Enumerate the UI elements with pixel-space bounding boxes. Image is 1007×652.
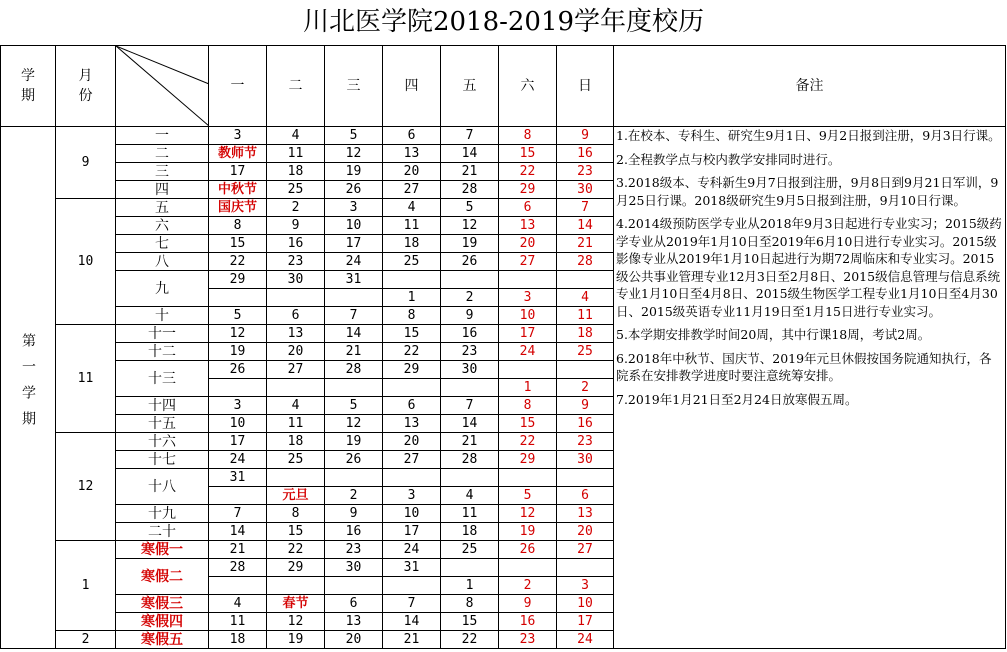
day-cell (209, 379, 267, 397)
day-cell: 19 (267, 631, 325, 649)
day-cell: 10 (557, 595, 614, 613)
day-cell: 18 (209, 631, 267, 649)
day-cell: 30 (325, 559, 383, 577)
day-cell: 6 (325, 595, 383, 613)
day-cell: 17 (209, 433, 267, 451)
day-cell: 17 (557, 613, 614, 631)
day-cell: 春节 (267, 595, 325, 613)
day-cell: 5 (209, 307, 267, 325)
day-cell: 14 (441, 415, 499, 433)
day-cell: 12 (267, 613, 325, 631)
note-item: 5.本学期安排教学时间20周，其中行课18周，考试2周。 (616, 327, 931, 342)
day-cell: 14 (441, 145, 499, 163)
note-item: 4.2014级预防医学专业从2018年9月3日起进行专业实习；2015级药学专业从2019年1月10日至2019年6月10日进行专业实习。2015级影像专业从2019年1月10日起进行为期72周临床和专业实习。2015级公共事业管理专业12月3日至2月8日、2015级信息管理与信息系统专业1月10日至4月8日、2015级生物医学工程专业1月10日至4月30日、2015级英语专业11月19日至1月15日进行专业实习。 (616, 216, 1002, 319)
day-cell: 20 (383, 433, 441, 451)
day-cell: 18 (267, 163, 325, 181)
day-cell (557, 559, 614, 577)
day-cell: 22 (267, 541, 325, 559)
day-cell: 28 (325, 361, 383, 379)
day-cell: 2 (499, 577, 557, 595)
day-cell: 5 (499, 487, 557, 505)
day-cell: 26 (325, 451, 383, 469)
day-cell: 9 (499, 595, 557, 613)
week-label: 寒假五 (116, 631, 209, 649)
day-cell: 30 (267, 271, 325, 289)
day-cell: 11 (441, 505, 499, 523)
day-cell: 20 (557, 523, 614, 541)
day-cell: 29 (499, 181, 557, 199)
day-cell: 13 (557, 505, 614, 523)
day-cell: 7 (325, 307, 383, 325)
day-cell: 24 (383, 541, 441, 559)
day-cell: 15 (499, 415, 557, 433)
day-cell: 4 (267, 397, 325, 415)
day-cell: 22 (499, 163, 557, 181)
note-item: 7.2019年1月21日至2月24日放寒假五周。 (616, 391, 858, 407)
day-cell: 18 (441, 523, 499, 541)
day-cell: 26 (441, 253, 499, 271)
day-cell: 11 (383, 217, 441, 235)
day-cell: 3 (209, 127, 267, 145)
day-cell: 20 (325, 631, 383, 649)
week-label: 六 (116, 217, 209, 235)
day-cell: 15 (441, 613, 499, 631)
day-cell: 16 (557, 415, 614, 433)
weekday-header: 三 (325, 46, 383, 127)
day-cell: 24 (325, 253, 383, 271)
day-cell: 22 (441, 631, 499, 649)
day-cell: 6 (383, 127, 441, 145)
day-cell: 12 (499, 505, 557, 523)
day-cell: 24 (499, 343, 557, 361)
day-cell: 23 (557, 433, 614, 451)
day-cell: 8 (383, 307, 441, 325)
day-cell: 30 (557, 181, 614, 199)
day-cell: 24 (557, 631, 614, 649)
day-cell: 20 (499, 235, 557, 253)
day-cell: 8 (499, 127, 557, 145)
day-cell (383, 469, 441, 487)
day-cell: 26 (325, 181, 383, 199)
day-cell: 16 (499, 613, 557, 631)
week-label: 十二 (116, 343, 209, 361)
day-cell: 3 (325, 199, 383, 217)
day-cell: 中秋节 (209, 181, 267, 199)
day-cell: 26 (209, 361, 267, 379)
day-cell: 国庆节 (209, 199, 267, 217)
day-cell: 2 (441, 289, 499, 307)
weekday-header: 四 (383, 46, 441, 127)
day-cell: 11 (267, 415, 325, 433)
day-cell: 6 (499, 199, 557, 217)
day-cell: 4 (209, 595, 267, 613)
day-cell (499, 361, 557, 379)
diagonal-lines (116, 46, 209, 126)
weekday-header: 日 (557, 46, 614, 127)
day-cell: 7 (441, 127, 499, 145)
week-label: 寒假一 (116, 541, 209, 559)
day-cell: 3 (557, 577, 614, 595)
weekday-header: 二 (267, 46, 325, 127)
day-cell (209, 487, 267, 505)
day-cell: 8 (441, 595, 499, 613)
day-cell: 7 (557, 199, 614, 217)
week-label: 三 (116, 163, 209, 181)
day-cell: 3 (209, 397, 267, 415)
day-cell: 25 (267, 181, 325, 199)
semester-header (1, 46, 56, 127)
day-cell: 17 (383, 523, 441, 541)
day-cell: 26 (499, 541, 557, 559)
day-cell: 11 (209, 613, 267, 631)
day-cell: 6 (557, 487, 614, 505)
day-cell: 14 (209, 523, 267, 541)
month-cell: 2 (56, 631, 116, 649)
day-cell: 10 (499, 307, 557, 325)
day-cell (499, 559, 557, 577)
day-cell: 23 (557, 163, 614, 181)
day-cell: 2 (267, 199, 325, 217)
day-cell (267, 577, 325, 595)
month-cell: 10 (56, 199, 116, 325)
day-cell: 21 (441, 163, 499, 181)
day-cell: 7 (209, 505, 267, 523)
day-cell: 25 (383, 253, 441, 271)
day-cell (325, 469, 383, 487)
day-cell: 8 (209, 217, 267, 235)
day-cell: 11 (267, 145, 325, 163)
day-cell: 10 (383, 505, 441, 523)
day-cell: 22 (383, 343, 441, 361)
day-cell: 5 (325, 127, 383, 145)
weekday-header: 五 (441, 46, 499, 127)
day-cell: 15 (499, 145, 557, 163)
day-cell: 14 (325, 325, 383, 343)
day-cell: 27 (267, 361, 325, 379)
day-cell: 21 (209, 541, 267, 559)
day-cell: 10 (209, 415, 267, 433)
day-cell: 12 (325, 415, 383, 433)
day-cell: 7 (383, 595, 441, 613)
week-label: 寒假四 (116, 613, 209, 631)
weekday-header: 六 (499, 46, 557, 127)
day-cell: 13 (325, 613, 383, 631)
semester-header-label: 学期 (21, 68, 35, 104)
note-item: 1.在校本、专科生、研究生9月1日、9月2日报到注册，9月3日行课。 (616, 128, 1001, 143)
day-cell (209, 577, 267, 595)
day-cell: 11 (557, 307, 614, 325)
week-label: 十八 (116, 469, 209, 505)
day-cell: 28 (557, 253, 614, 271)
notes-header: 备注 (614, 46, 1006, 127)
week-label: 十六 (116, 433, 209, 451)
day-cell: 21 (383, 631, 441, 649)
day-cell: 2 (325, 487, 383, 505)
day-cell (267, 379, 325, 397)
diagonal-header-cell (116, 46, 209, 127)
day-cell: 4 (441, 487, 499, 505)
day-cell: 25 (557, 343, 614, 361)
week-label: 十九 (116, 505, 209, 523)
day-cell: 10 (325, 217, 383, 235)
day-cell: 14 (557, 217, 614, 235)
week-label: 五 (116, 199, 209, 217)
day-cell (441, 469, 499, 487)
day-cell: 23 (441, 343, 499, 361)
day-cell: 29 (267, 559, 325, 577)
day-cell: 9 (267, 217, 325, 235)
day-cell: 27 (499, 253, 557, 271)
day-cell (499, 469, 557, 487)
day-cell: 3 (499, 289, 557, 307)
day-cell: 22 (499, 433, 557, 451)
month-cell: 12 (56, 433, 116, 541)
day-cell: 19 (499, 523, 557, 541)
day-cell: 14 (383, 613, 441, 631)
day-cell: 9 (557, 127, 614, 145)
day-cell: 29 (383, 361, 441, 379)
day-cell: 15 (209, 235, 267, 253)
day-cell (441, 271, 499, 289)
day-cell: 13 (383, 145, 441, 163)
day-cell: 24 (209, 451, 267, 469)
note-item: 3.2018级本、专科新生9月7日报到注册，9月8日到9月21日军训，9月25日行课。2018级研究生9月5日报到注册，9月10日行课。 (616, 175, 999, 208)
day-cell: 12 (441, 217, 499, 235)
day-cell: 25 (267, 451, 325, 469)
day-cell: 16 (441, 325, 499, 343)
day-cell: 9 (441, 307, 499, 325)
week-label: 寒假三 (116, 595, 209, 613)
day-cell: 19 (325, 163, 383, 181)
day-cell: 13 (499, 217, 557, 235)
week-label: 十一 (116, 325, 209, 343)
day-cell: 19 (209, 343, 267, 361)
day-cell: 4 (557, 289, 614, 307)
week-label: 一 (116, 127, 209, 145)
day-cell: 28 (441, 451, 499, 469)
day-cell (557, 361, 614, 379)
day-cell: 8 (499, 397, 557, 415)
day-cell: 20 (383, 163, 441, 181)
day-cell: 15 (267, 523, 325, 541)
day-cell: 19 (325, 433, 383, 451)
day-cell: 13 (383, 415, 441, 433)
day-cell: 3 (383, 487, 441, 505)
month-cell: 1 (56, 541, 116, 631)
day-cell: 27 (557, 541, 614, 559)
week-label: 二 (116, 145, 209, 163)
note-item: 6.2018年中秋节、国庆节、2019年元旦休假按国务院通知执行，各院系在安排教学进度时要注意统筹安排。 (616, 350, 992, 383)
calendar-table (0, 45, 1006, 649)
day-cell (267, 469, 325, 487)
notes-cell (614, 127, 1006, 649)
day-cell: 12 (325, 145, 383, 163)
day-cell: 教师节 (209, 145, 267, 163)
day-cell (383, 379, 441, 397)
week-label: 十五 (116, 415, 209, 433)
day-cell: 21 (441, 433, 499, 451)
day-cell: 4 (267, 127, 325, 145)
week-row (1, 127, 1006, 145)
day-cell: 27 (383, 451, 441, 469)
day-cell: 2 (557, 379, 614, 397)
week-label: 寒假二 (116, 559, 209, 595)
day-cell: 21 (557, 235, 614, 253)
day-cell: 29 (209, 271, 267, 289)
day-cell: 23 (499, 631, 557, 649)
day-cell: 17 (499, 325, 557, 343)
day-cell (325, 379, 383, 397)
day-cell: 31 (383, 559, 441, 577)
day-cell: 4 (383, 199, 441, 217)
day-cell: 7 (441, 397, 499, 415)
day-cell: 27 (383, 181, 441, 199)
day-cell (441, 379, 499, 397)
day-cell: 12 (209, 325, 267, 343)
day-cell: 5 (325, 397, 383, 415)
day-cell: 18 (267, 433, 325, 451)
day-cell: 6 (383, 397, 441, 415)
week-label: 十七 (116, 451, 209, 469)
month-cell: 9 (56, 127, 116, 199)
day-cell: 22 (209, 253, 267, 271)
day-cell (325, 577, 383, 595)
note-item: 2.全程教学点与校内教学安排同时进行。 (616, 151, 841, 167)
day-cell (557, 271, 614, 289)
page-title: 川北医学院2018-2019学年度校历 (302, 7, 705, 37)
day-cell: 28 (441, 181, 499, 199)
semester-cell (1, 127, 56, 649)
day-cell: 13 (267, 325, 325, 343)
day-cell: 31 (325, 271, 383, 289)
day-cell (383, 271, 441, 289)
week-label: 二十 (116, 523, 209, 541)
day-cell: 23 (325, 541, 383, 559)
day-cell: 19 (441, 235, 499, 253)
day-cell: 28 (209, 559, 267, 577)
day-cell: 16 (557, 145, 614, 163)
day-cell: 16 (267, 235, 325, 253)
week-label: 四 (116, 181, 209, 199)
day-cell (441, 559, 499, 577)
week-label: 九 (116, 271, 209, 307)
day-cell: 21 (325, 343, 383, 361)
week-label: 八 (116, 253, 209, 271)
day-cell: 18 (557, 325, 614, 343)
day-cell (383, 577, 441, 595)
semester-label: 第一学期 (20, 333, 36, 437)
day-cell: 29 (499, 451, 557, 469)
day-cell: 元旦 (267, 487, 325, 505)
day-cell: 16 (325, 523, 383, 541)
day-cell: 30 (557, 451, 614, 469)
day-cell: 17 (209, 163, 267, 181)
day-cell: 25 (441, 541, 499, 559)
day-cell: 1 (441, 577, 499, 595)
month-cell: 11 (56, 325, 116, 433)
week-label: 十三 (116, 361, 209, 397)
day-cell: 15 (383, 325, 441, 343)
day-cell: 9 (557, 397, 614, 415)
day-cell: 20 (267, 343, 325, 361)
day-cell (267, 289, 325, 307)
week-label: 十四 (116, 397, 209, 415)
week-label: 十 (116, 307, 209, 325)
day-cell: 23 (267, 253, 325, 271)
month-header-label: 月份 (78, 68, 93, 104)
day-cell: 17 (325, 235, 383, 253)
day-cell: 1 (499, 379, 557, 397)
day-cell (209, 289, 267, 307)
day-cell: 6 (267, 307, 325, 325)
day-cell: 8 (267, 505, 325, 523)
weekday-header: 一 (209, 46, 267, 127)
day-cell (499, 271, 557, 289)
day-cell (557, 469, 614, 487)
week-label: 七 (116, 235, 209, 253)
day-cell (325, 289, 383, 307)
day-cell: 1 (383, 289, 441, 307)
day-cell: 18 (383, 235, 441, 253)
month-header (56, 46, 116, 127)
day-cell: 30 (441, 361, 499, 379)
day-cell: 9 (325, 505, 383, 523)
day-cell: 5 (441, 199, 499, 217)
day-cell: 31 (209, 469, 267, 487)
